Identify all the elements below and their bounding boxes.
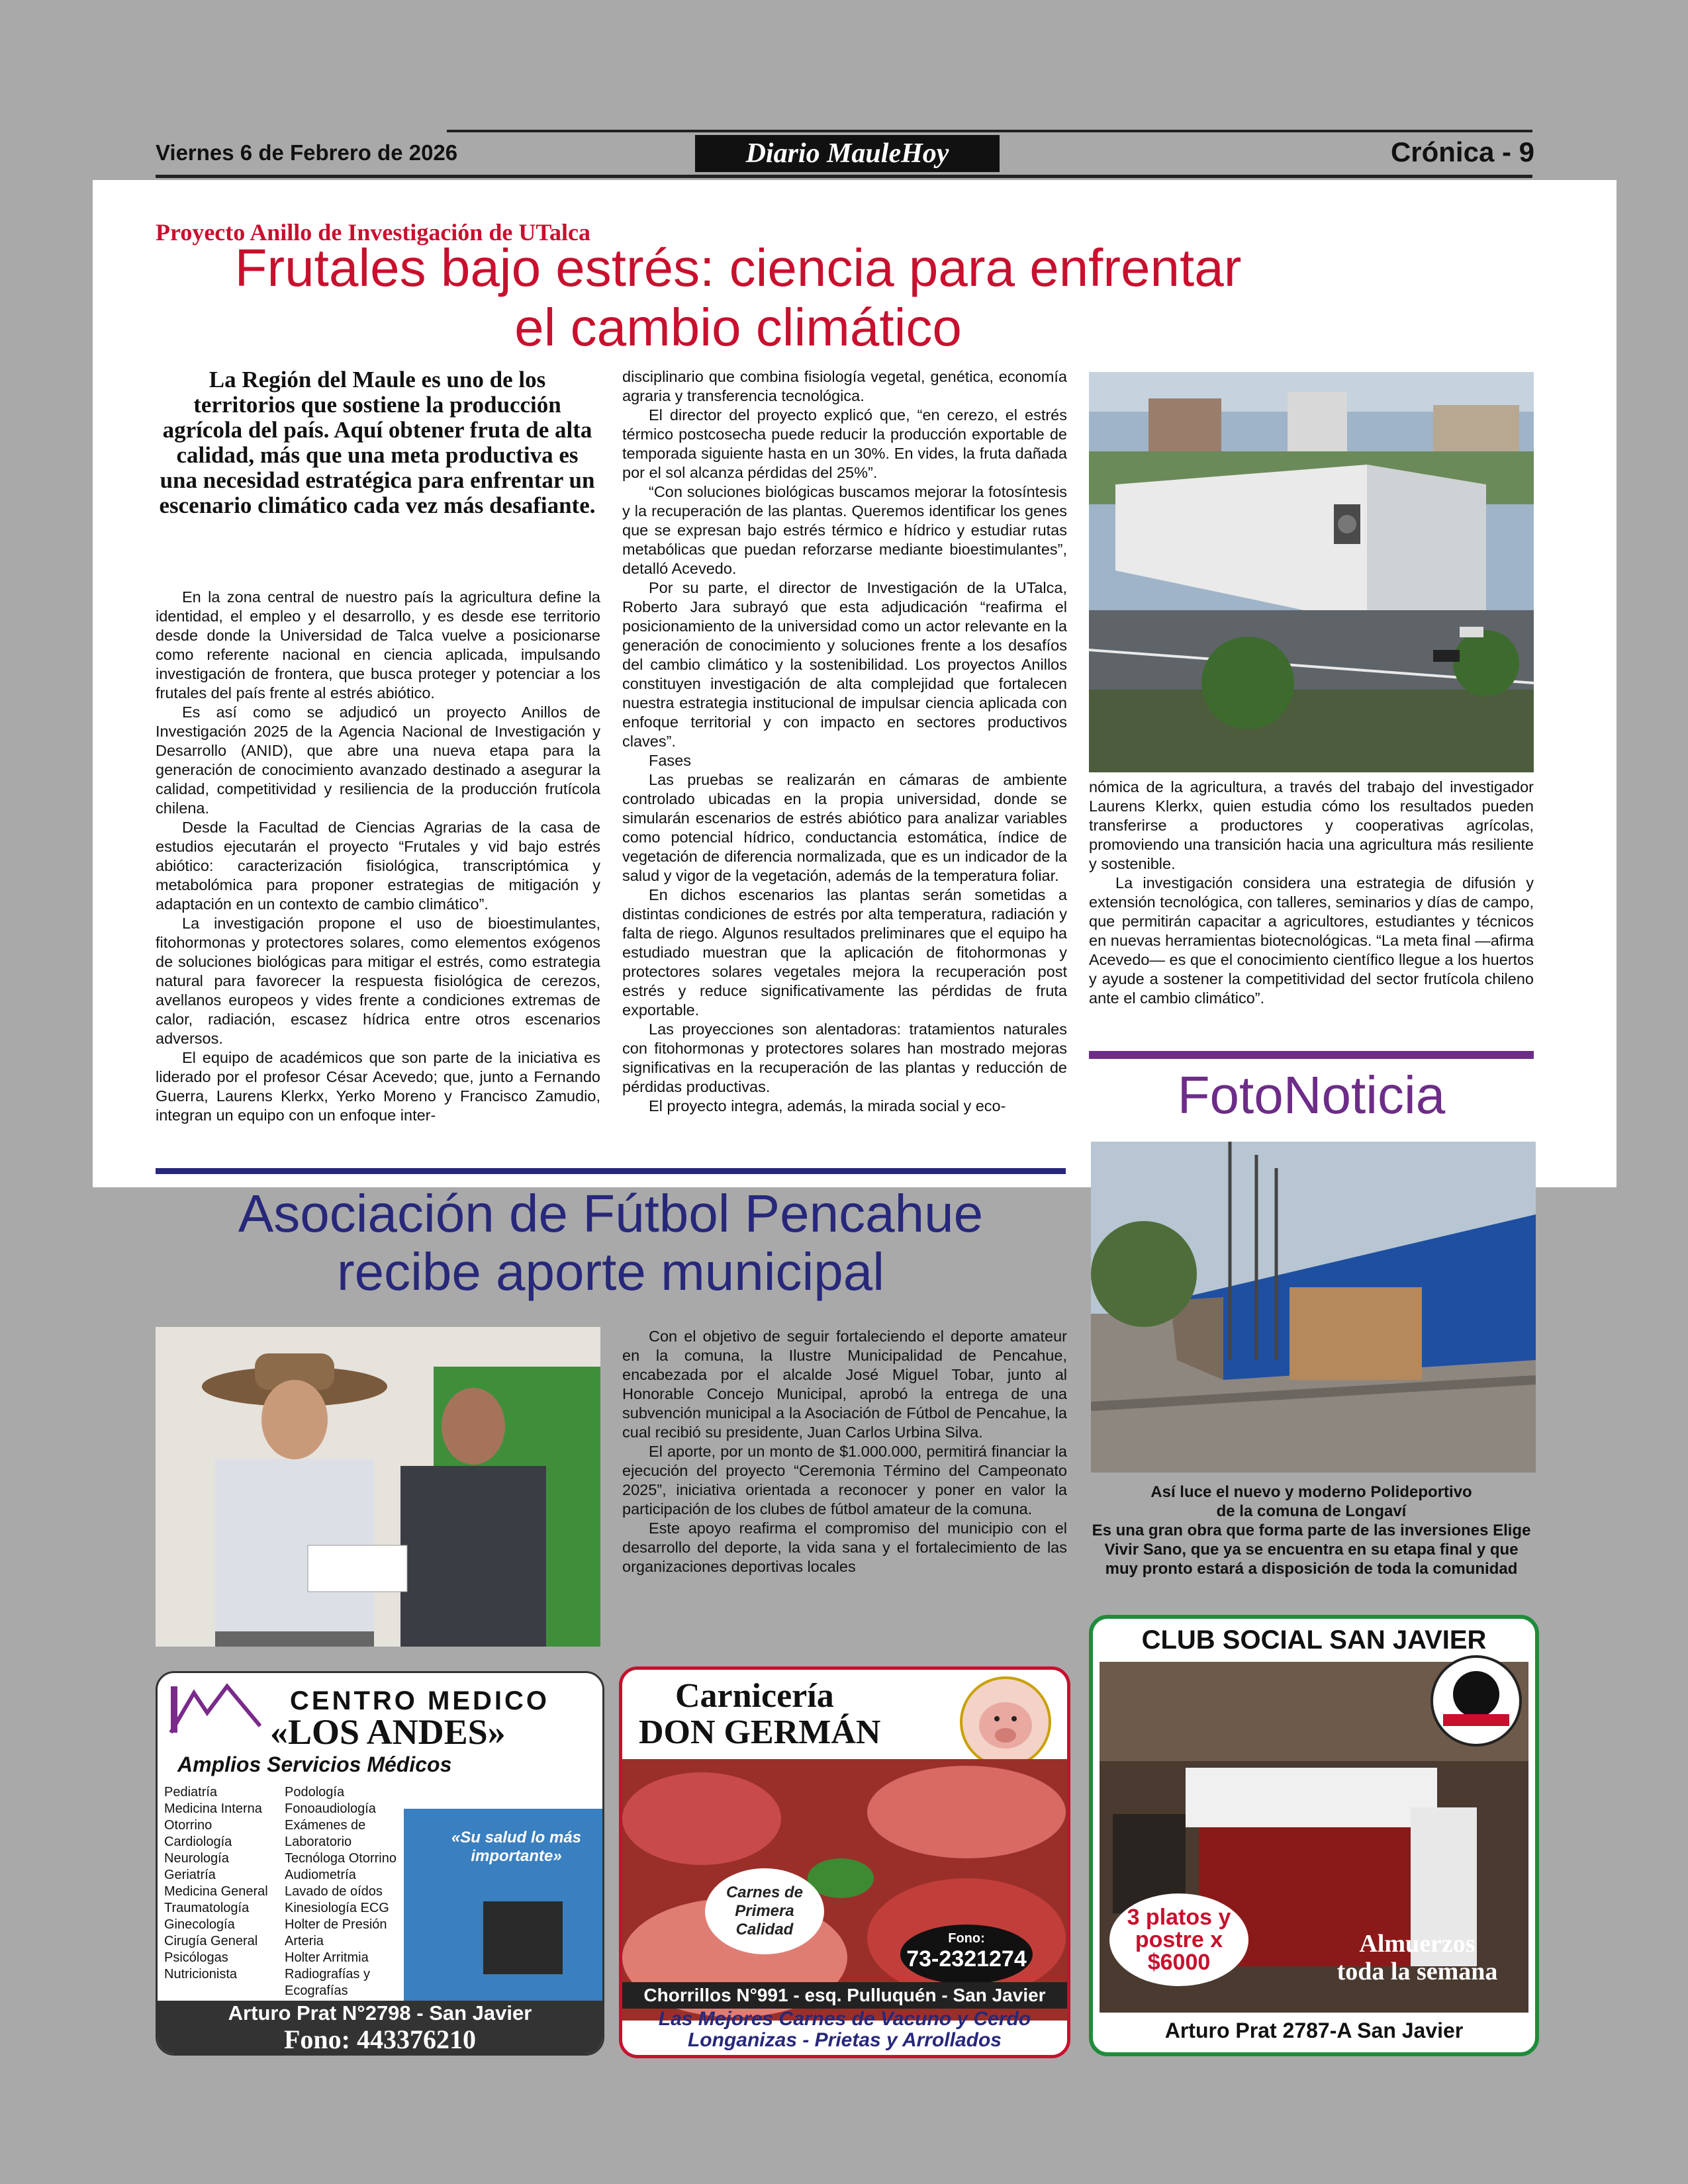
- tagline-line: Las Mejores Carnes de Vacuno y Cerdo: [658, 2008, 1031, 2030]
- service-item: Geriatría: [164, 1868, 216, 1882]
- service-item: Audiometría: [285, 1868, 356, 1882]
- ad-title: DON GERMÁN: [639, 1713, 881, 1751]
- quality-badge: Carnes de Primera Calidad: [705, 1868, 824, 1954]
- paragraph: El proyecto integra, además, la mirada social y eco-: [649, 1097, 1006, 1115]
- article-headline: [156, 238, 1321, 357]
- clinic-facade-photo: [404, 1809, 602, 2001]
- service-item: Lavado de oídos: [285, 1884, 383, 1899]
- service-item: Laboratorio: [285, 1835, 352, 1849]
- article-kicker: Proyecto Anillo de Investigación de UTalca: [156, 219, 590, 246]
- service-item: Cardiología: [164, 1835, 232, 1849]
- services-left: [164, 1784, 283, 1983]
- service-item: Arteria: [285, 1934, 324, 1948]
- article2-headline: [156, 1185, 1066, 1301]
- phone-label: Fono:: [948, 1931, 985, 1946]
- fotonoticia-caption: [1089, 1482, 1534, 1578]
- paragraph: Las proyecciones son alentadoras: tratamientos naturales con fitohormonas y protectores solares han mostrado mejoras significativas en la recuperación de las plantas y reducción de pérdidas productivas.: [622, 1021, 1067, 1095]
- service-item: Psicólogas: [164, 1950, 228, 1965]
- ad-address: Arturo Prat 2787-A San Javier: [1164, 2019, 1464, 2042]
- price-offer-badge: 3 platos y postre x $6000: [1109, 1893, 1248, 1986]
- lunch-line: toda la semana: [1336, 1958, 1498, 1985]
- ad-phone[interactable]: Fono: 443376210: [284, 2025, 476, 2054]
- ad-centro-medico[interactable]: [156, 1671, 604, 2056]
- service-item: Nutricionista: [164, 1967, 238, 1981]
- service-item: Holter de Presión: [285, 1917, 387, 1932]
- section-separator: [156, 1168, 1066, 1174]
- polideportivo-photo: [1091, 1142, 1536, 1473]
- paragraph: nómica de la agricultura, a través del trabajo del investigador Laurens Klerkx, quien estudia cómo los resultados pueden transferirse a productores y cooperativas agrícolas, promoviendo una transición hacia una agricultura más resiliente y sostenible.: [1089, 778, 1534, 872]
- service-item: Radiografías y Ecografías: [285, 1967, 370, 1998]
- mountain-logo-icon: [167, 1680, 267, 1743]
- article-column-2: [622, 367, 1067, 1116]
- pig-logo-icon: [960, 1676, 1051, 1768]
- ad-title: Carnicería: [675, 1677, 834, 1715]
- header-top-rule: [447, 130, 1532, 132]
- subheading: Fases: [649, 752, 691, 769]
- football-handover-photo: [156, 1327, 600, 1647]
- paragraph: Las pruebas se realizarán en cámaras de ambiente controlado ubicadas en la propia universidad, donde se simularán escenarios de estrés abiótico para analizar variables como potencial hídrico, conductancia estomática, índice de vegetación de diferencia normalizada, que es un indicador de la salud y vigor de la vegetación, además de la temperatura foliar.: [622, 771, 1067, 884]
- paragraph: El aporte, por un monto de $1.000.000, permitirá financiar la ejecución del proyecto “Ceremonia Término del Campeonato 2025”, iniciativa orientada a reconocer y poner en valor la participación de los clubes de fútbol amateur de la comuna.: [622, 1443, 1067, 1518]
- ad-slogan: «Su salud lo más importante»: [451, 1829, 582, 1865]
- header-bottom-rule: [156, 175, 1532, 178]
- section-page-label: Crónica - 9: [1390, 136, 1534, 167]
- service-item: Tecnóloga Otorrino: [285, 1851, 397, 1866]
- article2-body: [622, 1327, 1067, 1576]
- ad-phone[interactable]: 73-2321274: [906, 1946, 1027, 1972]
- meat-photo: [622, 1759, 1067, 2021]
- service-item: Neurología: [164, 1851, 229, 1866]
- ad-tagline: [622, 2009, 1067, 2051]
- paragraph: “Con soluciones biológicas buscamos mejorar la fotosíntesis y la recuperación de las plantas. Queremos identificar los genes que se expresan bajo estrés térmico e hídrico y estudiar rutas metabólicas que puedan reforzarse mediante bioestimulantes”, detalló Acevedo.: [622, 483, 1067, 577]
- service-item: Fonoaudiología: [285, 1801, 376, 1816]
- service-item: Exámenes de: [285, 1818, 366, 1833]
- service-item: Medicina Interna: [164, 1801, 262, 1816]
- paragraph: El director del proyecto explicó que, “en cerezo, el estrés térmico postcosecha puede reducir la producción exportable de temporada siguiente hasta en un 30%. En vides, la fruta dañada por el sol alcanza pérdidas del 25%”.: [622, 406, 1067, 481]
- service-item: Medicina General: [164, 1884, 268, 1899]
- service-item: Kinesiología ECG: [285, 1901, 389, 1915]
- fotonoticia-rule: [1089, 1051, 1534, 1059]
- paragraph: El equipo de académicos que son parte de la iniciativa es liderado por el profesor César Acevedo; que, junto a Fernando Guerra, Laurens Klerkx, Yerko Moreno y Francisco Zamudio, integran un equipo con un enfoque inter-: [156, 1049, 600, 1124]
- ad-title: CENTRO MEDICO: [290, 1686, 549, 1715]
- club-logo-icon: [1430, 1655, 1522, 1747]
- headline-line: recibe aporte municipal: [336, 1242, 885, 1301]
- headline-line: Asociación de Fútbol Pencahue: [238, 1184, 984, 1243]
- fotonoticia-title: FotoNoticia: [1177, 1066, 1446, 1124]
- ad-footer: [158, 2001, 602, 2054]
- ad-title: «LOS ANDES»: [270, 1712, 506, 1752]
- paragraph: En dichos escenarios las plantas serán sometidas a distintas condiciones de estrés por alta temperatura, radiación y falta de riego. Algunos resultados preliminares que el equipo ha estudiado muestran que la aplicación de fitohormonas y protectores solares vegetales mejora la recuperación post estrés y reduce significativamente las pérdidas de fruta exportable.: [622, 886, 1067, 1019]
- lunch-text: [1311, 1930, 1523, 1985]
- service-item: Cirugía General: [164, 1934, 258, 1948]
- service-item: Otorrino: [164, 1818, 212, 1833]
- caption-line: Es una gran obra que forma parte de las inversiones Elige Vivir Sano, que ya se encuentra en su etapa final y que muy pronto estará a disposición de toda la comunidad: [1092, 1522, 1531, 1578]
- tagline-line: Longanizas - Prietas y Arrollados: [687, 2029, 1002, 2051]
- ad-subtitle: Amplios Servicios Médicos: [177, 1752, 452, 1776]
- paragraph: Por su parte, el director de Investigación de la UTalca, Roberto Jara subrayó que esta adjudicación “reafirma el posicionamiento de la universidad como un actor relevante en la generación de conocimiento y soluciones frente a los desafíos del cambio climático y la sostenibilidad. Los proyectos Anillos constituyen investigación de alta complejidad que fortalecen nuestra estrategia institucional de impulsar ciencia aplicada con enfoque territorial y con impacto en sectores productivos claves”.: [622, 579, 1067, 750]
- service-item: Podología: [285, 1785, 345, 1799]
- service-item: Pediatría: [164, 1785, 218, 1799]
- university-building-photo: [1089, 372, 1534, 772]
- issue-date: Viernes 6 de Febrero de 2026: [156, 140, 458, 165]
- lunch-line: Almuerzos: [1359, 1930, 1476, 1958]
- paragraph: Este apoyo reafirma el compromiso del municipio con el desarrollo del deporte, la vida sana y el fortalecimiento de las organizaciones deportivas locales: [622, 1520, 1067, 1575]
- paragraph: Con el objetivo de seguir fortaleciendo el deporte amateur en la comuna, la Ilustre Municipalidad de Pencahue, encabezada por el alcalde José Miguel Tobar, junto al Honorable Concejo Municipal, aprobó la entrega de una subvención municipal a la Asociación de Fútbol de Pencahue, la cual recibió su presidente, Juan Carlos Urbina Silva.: [622, 1328, 1067, 1441]
- paragraph: disciplinario que combina fisiología vegetal, genética, economía agraria y transferencia tecnológica.: [622, 368, 1067, 404]
- ad-address: Arturo Prat N°2798 - San Javier: [228, 2001, 532, 2025]
- services-right: [285, 1784, 417, 1999]
- article-column-3: [1089, 778, 1534, 1008]
- paragraph: Es así como se adjudicó un proyecto Anillos de Investigación 2025 de la Agencia Nacional de Investigación y Desarrollo (ANID), que abre una nueva etapa para la generación de conocimiento avanzado destinado a asegurar la calidad, competitividad y resiliencia de la producción frutícola chilena.: [156, 704, 600, 817]
- phone-badge: [900, 1925, 1033, 1984]
- article-lead: La Región del Maule es uno de los territorios que sostiene la producción agrícola del país. Aquí obtener fruta de alta calidad, más que una meta productiva es una necesidad estratégica para enfrentar un escenario climático cada vez más desafiante.: [159, 367, 596, 518]
- ad-club-social[interactable]: [1089, 1615, 1539, 2056]
- paragraph: En la zona central de nuestro país la agricultura define la identidad, el empleo y el desarrollo, y es desde ese territorio desde donde la Universidad de Talca vuelve a posicionarse como referente nacional en ciencia aplicada, impulsando investigación de frontera, que busca proteger y potenciar a los frutales del país frente al estrés abiótico.: [156, 588, 600, 702]
- ad-title: CLUB SOCIAL SAN JAVIER: [1141, 1625, 1487, 1655]
- article-column-1: [156, 588, 600, 1125]
- caption-line: de la comuna de Longaví: [1216, 1502, 1407, 1520]
- newspaper-logo: Diario MauleHoy: [695, 135, 1000, 172]
- headline-line: el cambio climático: [514, 298, 962, 357]
- paragraph: Desde la Facultad de Ciencias Agrarias de la casa de estudios ejecutarán el proyecto “Frutales y vid bajo estrés abiótico: caracterización fisiológica, transcriptómica y metabolómica para proponer estrategias de mitigación y adaptación en un contexto de cambio climático”.: [156, 819, 600, 913]
- service-item: Ginecología: [164, 1917, 235, 1932]
- paragraph: La investigación propone el uso de bioestimulantes, fitohormonas y protectores solares, como elementos exógenos de soluciones biológicas para mitigar el estrés, como estrategia natural para favorecer la respuesta fisiológica de cerezos, avellanos europeos y vides frente a condiciones extremas de calor, radiación, escasez hídrica entre otros escenarios adversos.: [156, 915, 600, 1047]
- caption-line: Así luce el nuevo y moderno Polideportivo: [1150, 1483, 1472, 1501]
- service-item: Holter Arritmia: [285, 1950, 369, 1965]
- paragraph: La investigación considera una estrategia de difusión y extensión tecnológica, con talleres, seminarios y días de campo, que permitirán capacitar a agricultores, estudiantes y técnicos en nuevas herramientas biotecnológicas. “La meta final —afirma Acevedo— es que el conocimiento científico llegue a los huertos y ayude a sostener la competitividad del sector frutícola chileno ante el cambio climático”.: [1089, 874, 1534, 1007]
- ad-address: Chorrillos N°991 - esq. Pulluquén - San Javier: [622, 1982, 1067, 2009]
- headline-line: Frutales bajo estrés: ciencia para enfrentar: [234, 238, 1242, 297]
- facade-window: [483, 1901, 563, 1974]
- ad-carniceria[interactable]: [619, 1666, 1070, 2058]
- service-item: Traumatología: [164, 1901, 250, 1915]
